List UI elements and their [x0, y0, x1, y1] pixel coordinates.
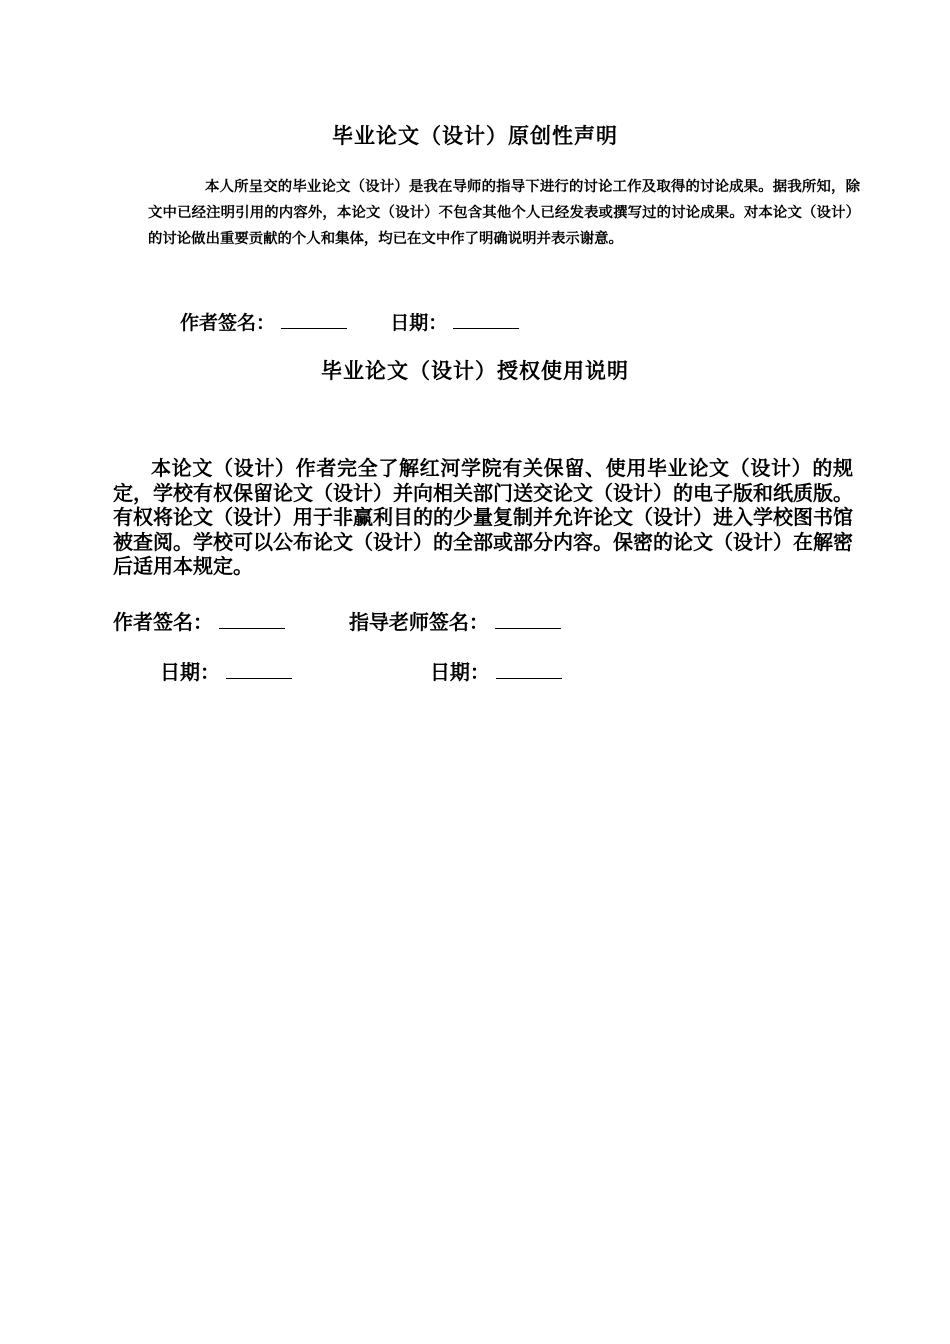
advisor-sign-blank	[495, 607, 561, 629]
originality-statement: 本人所呈交的毕业论文（设计）是我在导师的指导下进行的讨论工作及取得的讨论成果。据我所知，除文中已经注明引用的内容外，本论文（设计）不包含其他个人已经发表或撰写过的讨论成果。对本论文（设计）的讨论做出重要贡献的个人和集体，均已在文中作了明确说明并表示谢意。	[148, 178, 860, 247]
advisor-date-label: 日期：	[429, 660, 490, 684]
date-label: 日期：	[390, 312, 448, 334]
advisor-date-blank	[496, 657, 562, 679]
author-sign-blank	[281, 308, 347, 329]
author-date-blank	[226, 657, 292, 679]
authorization-title: 毕业论文（设计）授权使用说明	[321, 358, 629, 383]
author-sign-label: 作者签名：	[180, 312, 276, 334]
advisor-sign-label: 指导老师签名：	[348, 610, 489, 634]
date-blank	[453, 308, 519, 329]
author-sign-label: 作者签名：	[113, 610, 213, 634]
authorization-signature-row	[113, 606, 561, 635]
originality-title: 毕业论文（设计）原创性声明	[332, 123, 618, 148]
authorization-statement: 本论文（设计）作者完全了解红河学院有关保留、使用毕业论文（设计）的规定，学校有权保留论文（设计）并向相关部门送交论文（设计）的电子版和纸质版。有权将论文（设计）用于非赢利目的的少量复制并允许论文（设计）进入学校图书馆被查阅。学校可以公布论文（设计）的全部或部分内容。保密的论文（设计）在解密后适用本规定。	[113, 456, 853, 578]
originality-signature-row	[180, 308, 519, 335]
authorization-date-row	[160, 656, 562, 685]
author-date-label: 日期：	[160, 660, 220, 684]
author-sign-blank	[219, 607, 285, 629]
